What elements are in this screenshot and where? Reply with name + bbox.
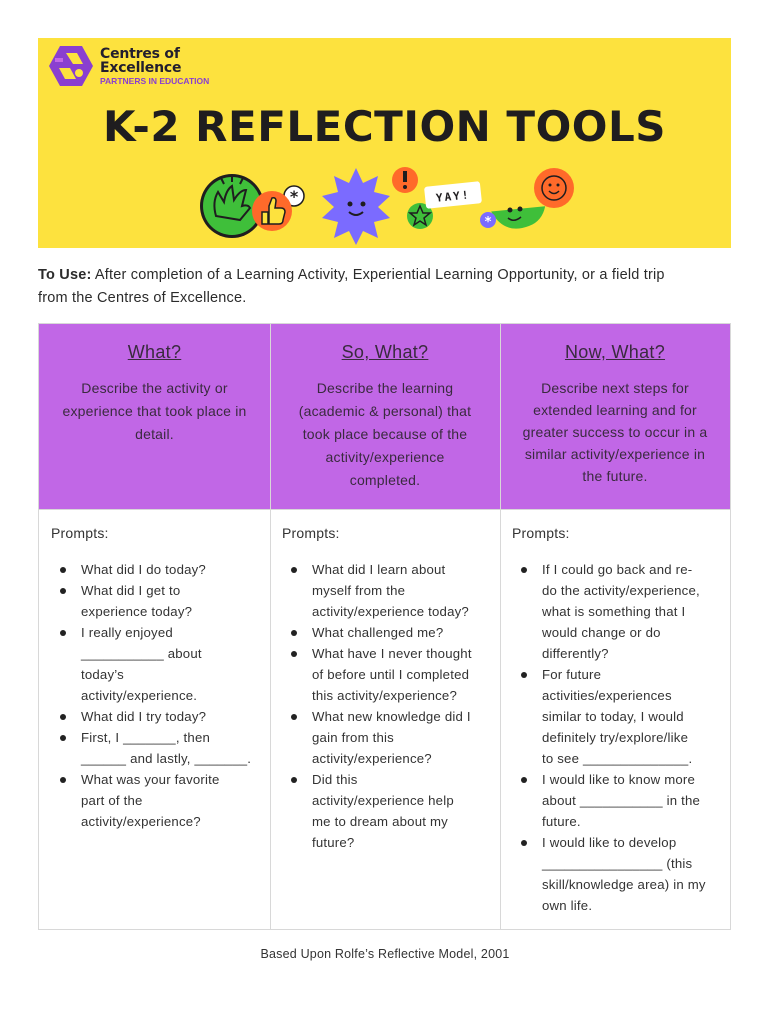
prompt-line: own life. bbox=[542, 898, 593, 913]
prompt-line: activity/experience today? bbox=[312, 604, 469, 619]
column-description bbox=[508, 377, 723, 487]
prompt-line: what is something that I bbox=[542, 604, 686, 619]
usage-instructions bbox=[38, 264, 738, 310]
column-what-header bbox=[39, 324, 270, 509]
description-line: the future. bbox=[582, 468, 648, 484]
prompt-line: I would like to develop bbox=[542, 835, 677, 850]
prompt-line: First, I _______, then bbox=[81, 730, 211, 745]
exclamation-icon bbox=[392, 167, 418, 193]
prompts-label: Prompts: bbox=[51, 525, 109, 541]
prompt-line: would change or do bbox=[542, 625, 661, 640]
prompt-line: do the activity/experience, bbox=[542, 583, 700, 598]
prompt-line: I really enjoyed bbox=[81, 625, 173, 640]
prompt-line: today’s bbox=[81, 667, 124, 682]
svg-text:*: * bbox=[484, 215, 492, 230]
prompt-item bbox=[81, 706, 270, 727]
description-line: similar activity/experience in bbox=[524, 446, 706, 462]
prompt-line: experience today? bbox=[81, 604, 193, 619]
column-description bbox=[47, 377, 262, 446]
brand-name-line2: Excellence bbox=[100, 59, 182, 76]
footer-citation: Based Upon Rolfe’s Reflective Model, 2001 bbox=[260, 947, 510, 961]
description-line: Describe next steps for bbox=[541, 380, 689, 396]
svg-text:*: * bbox=[289, 187, 299, 206]
prompt-item bbox=[312, 559, 500, 622]
column-so-what-prompts bbox=[270, 509, 500, 929]
prompt-line: future? bbox=[312, 835, 355, 850]
description-line: took place because of the bbox=[302, 426, 468, 442]
column-description bbox=[278, 377, 493, 492]
prompt-item bbox=[81, 727, 270, 769]
prompt-line: activity/experience help bbox=[312, 793, 454, 808]
prompt-line: Did this bbox=[312, 772, 358, 787]
prompt-line: future. bbox=[542, 814, 581, 829]
prompt-list bbox=[39, 559, 270, 832]
green-face-icon bbox=[491, 200, 549, 233]
description-line: experience that took place in bbox=[62, 403, 247, 419]
prompt-line: myself from the bbox=[312, 583, 406, 598]
brand-name-line1: Centres of bbox=[100, 45, 180, 62]
prompt-item bbox=[312, 769, 500, 853]
reflection-table bbox=[38, 323, 731, 930]
prompt-line: part of the bbox=[81, 793, 143, 808]
prompt-line: What was your favorite bbox=[81, 772, 220, 787]
prompt-line: about ___________ in the bbox=[542, 793, 701, 808]
description-line: detail. bbox=[135, 426, 174, 442]
prompt-line: What did I learn about bbox=[312, 562, 446, 577]
prompt-item bbox=[312, 622, 500, 643]
prompt-item bbox=[81, 769, 270, 832]
description-line: (academic & personal) that bbox=[298, 403, 472, 419]
asterisk-icon bbox=[480, 212, 496, 230]
prompt-line: What did I get to bbox=[81, 583, 181, 598]
prompt-line: ______ and lastly, _______. bbox=[81, 751, 252, 766]
prompt-line: to see ______________. bbox=[542, 751, 693, 766]
prompt-line: activity/experience. bbox=[81, 688, 198, 703]
column-heading: What? bbox=[127, 342, 182, 362]
smiling-sun-icon bbox=[322, 168, 390, 245]
intro-text-line2: from the Centres of Excellence. bbox=[38, 290, 247, 306]
prompt-line: differently? bbox=[542, 646, 609, 661]
yay-sticker bbox=[424, 181, 482, 209]
prompt-line: What did I try today? bbox=[81, 709, 207, 724]
page-title: K-2 REFLECTION TOOLS bbox=[103, 102, 666, 151]
prompt-line: skill/knowledge area) in my bbox=[542, 877, 706, 892]
prompt-line: activities/experiences bbox=[542, 688, 672, 703]
description-line: greater success to occur in a bbox=[522, 424, 708, 440]
prompts-label: Prompts: bbox=[282, 525, 340, 541]
prompt-line: of before until I completed bbox=[312, 667, 470, 682]
prompt-line: activity/experience? bbox=[81, 814, 201, 829]
sticker-illustrations bbox=[38, 38, 731, 248]
prompt-line: What have I never thought bbox=[312, 646, 472, 661]
prompt-line: What did I do today? bbox=[81, 562, 206, 577]
description-line: activity/experience bbox=[325, 449, 445, 465]
prompt-list bbox=[500, 559, 730, 916]
column-heading: Now, What? bbox=[564, 342, 666, 362]
prompt-item bbox=[542, 664, 730, 769]
prompt-line: definitely try/explore/like bbox=[542, 730, 689, 745]
column-what-prompts bbox=[39, 509, 270, 929]
prompt-line: this activity/experience? bbox=[312, 688, 458, 703]
thumbs-up-icon bbox=[252, 191, 292, 231]
prompt-list bbox=[270, 559, 500, 853]
intro-text-line1: After completion of a Learning Activity, Experiential Learning Opportunity, or a field trip bbox=[91, 267, 665, 283]
prompt-line: gain from this bbox=[312, 730, 394, 745]
column-now-what-header bbox=[500, 324, 730, 509]
prompt-item bbox=[542, 769, 730, 832]
prompt-line: ________________ (this bbox=[542, 856, 693, 871]
column-so-what-header bbox=[270, 324, 500, 509]
prompt-item bbox=[542, 832, 730, 916]
prompt-item bbox=[81, 559, 270, 580]
description-line: extended learning and for bbox=[533, 402, 697, 418]
prompt-item bbox=[81, 580, 270, 622]
yay-label: YAY! bbox=[435, 188, 471, 205]
smiley-face-icon bbox=[534, 168, 574, 208]
column-heading: So, What? bbox=[341, 342, 429, 362]
description-line: Describe the learning bbox=[316, 380, 454, 396]
intro-label: To Use: bbox=[38, 267, 92, 283]
column-now-what-prompts bbox=[500, 509, 730, 929]
prompt-line: For future bbox=[542, 667, 602, 682]
prompt-line: What new knowledge did I bbox=[312, 709, 471, 724]
prompt-line: What challenged me? bbox=[312, 625, 444, 640]
prompts-label: Prompts: bbox=[512, 525, 570, 541]
description-line: completed. bbox=[349, 472, 421, 488]
prompt-item bbox=[312, 643, 500, 706]
prompt-line: me to dream about my bbox=[312, 814, 448, 829]
prompt-line: I would like to know more bbox=[542, 772, 696, 787]
brand-tagline: PARTNERS IN EDUCATION bbox=[100, 75, 210, 86]
prompt-item bbox=[81, 622, 270, 706]
prompt-line: ___________ about bbox=[81, 646, 202, 661]
prompt-line: similar to today, I would bbox=[542, 709, 684, 724]
header-banner bbox=[38, 38, 731, 248]
prompt-item bbox=[312, 706, 500, 769]
prompt-line: If I could go back and re- bbox=[542, 562, 693, 577]
prompt-line: activity/experience? bbox=[312, 751, 432, 766]
description-line: Describe the activity or bbox=[81, 380, 228, 396]
prompt-item bbox=[542, 559, 730, 664]
